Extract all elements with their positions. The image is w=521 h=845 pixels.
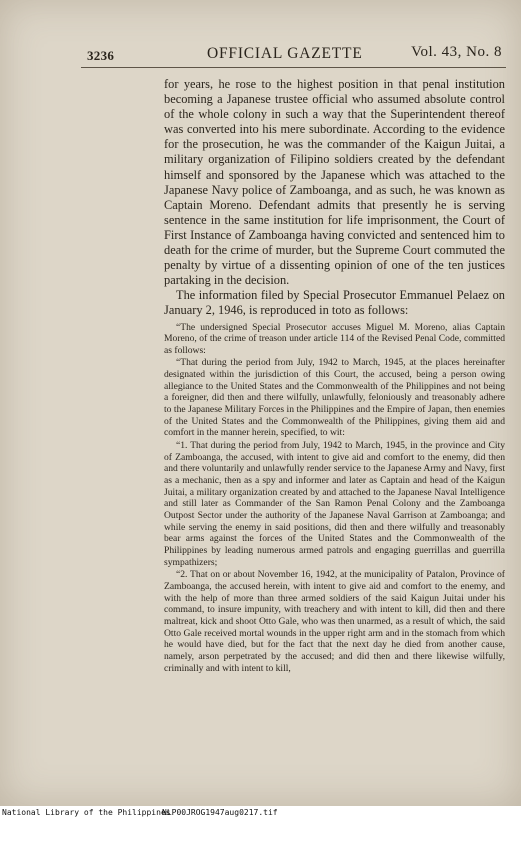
quoted-paragraph: “2. That on or about November 16, 1942, at the municipality of Patalon, Province of Zamboanga, the accused herein, with intent to give aid and comfort to the enemy, and with the help of more than three armed soldiers of the said Kaigun Juitai under his command, to insure impunity, with treachery and with intent to kill, did then and there maltreat, kick and shoot Otto Gale, who was then unarmed, as a result of which, the said Otto Gale received mortal wounds in the upper right arm and in the stomach from which he would have died, but for the fact that the next day he died from another cause, namely, arson perpetrated by the accused; and did then and there likewise wilfully, criminally and with intent to kill, (164, 569, 505, 674)
quoted-paragraph: “The undersigned Special Prosecutor accuses Miguel M. Moreno, alias Captain Moreno, of the crime of treason under article 114 of the Revised Penal Code, committed as follows: (164, 321, 505, 356)
body-paragraph: for years, he rose to the highest position in that penal institution becoming a Japanese trustee official who assumed absolute control of the whole colony in such a way that the Superintendent thereof was converted into his mere subordinate. According to the evidence for the prosecution, he was the commander of the Kaigun Juitai, a military organization of Filipino soldiers created by the defendant himself and sponsored by the Japanese which was attached to the Japanese Navy police of Zamboanga, and as such, he was known as Captain Moreno. Defendant admits that presently he is serving sentence in the same institution for life imprisonment, the Court of First Instance of Zamboanga having convicted and sentenced him to death for the crime of murder, but the Supreme Court commuted the penalty by virtue of a dissenting opinion of one of the ten justices partaking in the decision. (164, 77, 505, 288)
quoted-paragraph: “1. That during the period from July, 1942 to March, 1945, in the province and City of Zamboanga, the accused, with intent to give aid and comfort to the enemy, did then and there voluntarily and unlawfully render service to the Japanese Army and Navy, first as a mechanic, then as a spy and informer and later as Captain and head of the Kaigun Juitai, a military organization created by and attached to the Japanese Naval Intelligence and still later as Commander of the San Ramon Penal Colony and the Zamboanga Outpost Sector under the authority of the Japanese Naval Garrison at Zamboanga; and while serving the enemy in said positions, did then and there wilfully and treasonably bear arms against the forces of the United States and the Commonwealth of the Philippines by leading numerous armed patrols and engaging guerrillas and guerrilla sympathizers; (164, 440, 505, 568)
scan-footer (0, 806, 521, 819)
page-number: 3236 (87, 48, 115, 63)
quoted-paragraph: “That during the period from July, 1942 to March, 1945, at the places hereinafter designated within the jurisdiction of this Court, the accused, being a person owing allegiance to the United States and the Commonwealth of the Philippines and not being a foreigner, did then and there wilfully, unlawfully, feloniously and treasonably adhere to the Japanese Military Forces in the Philippines and the Empire of Japan, then enemies of the United States and the Commonwealth of the Philippines, giving them aid and comfort in the manner herein, specified, to wit: (164, 357, 505, 439)
body-paragraph: The information filed by Special Prosecutor Emmanuel Pelaez on January 2, 1946, is reproduced in toto as follows: (164, 288, 505, 318)
source-label: National Library of the Philippines (2, 808, 171, 817)
volume-number: Vol. 43, No. 8 (411, 44, 502, 60)
header-rule (81, 67, 506, 68)
body-text (164, 77, 505, 674)
file-name: NLP00JROG1947aug0217.tif (162, 808, 278, 817)
journal-title: OFFICIAL GAZETTE (207, 45, 363, 62)
page-header (81, 40, 505, 70)
